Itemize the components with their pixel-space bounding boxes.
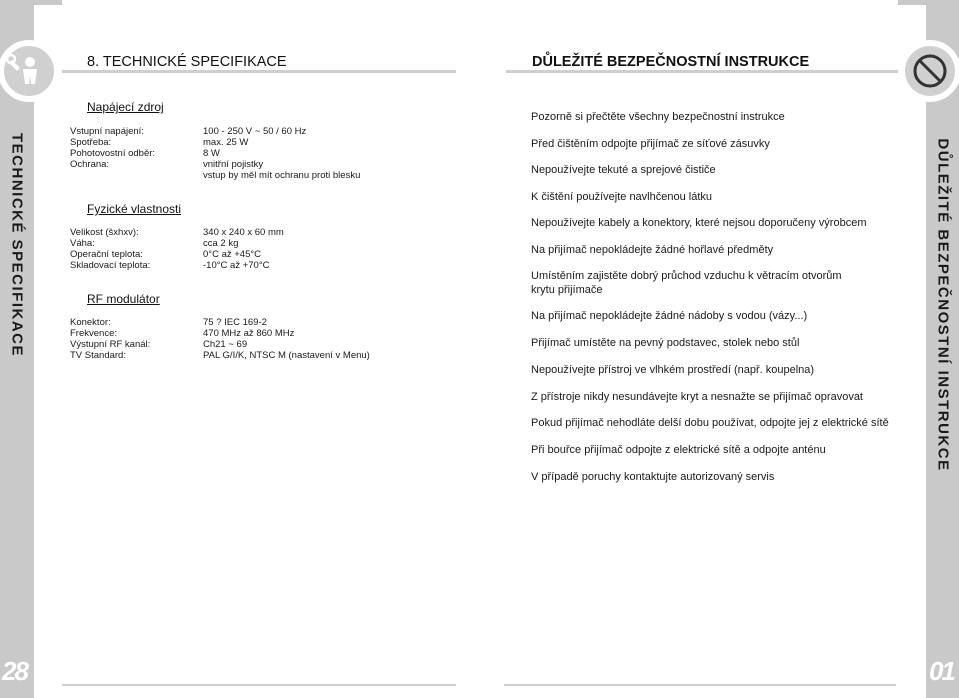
- spec-value: vnitřní pojistky: [203, 159, 264, 170]
- instruction-item: Při bouřce přijímač odpojte z elektrické sítě a odpojte anténu: [531, 444, 826, 456]
- spec-value: 8 W: [203, 148, 220, 159]
- spec-value: Ch21 ~ 69: [203, 339, 248, 350]
- instruction-item: Pozorně si přečtěte všechny bezpečnostní instrukce: [531, 111, 785, 123]
- instruction-item: Z přístroje nikdy nesundávejte kryt a nesnažte se přijímač opravovat: [531, 391, 863, 403]
- right-section-title: DŮLEŽITÉ BEZPEČNOSTNÍ INSTRUKCE: [532, 54, 810, 70]
- spec-value: PAL G/I/K, NTSC M (nastavení v Menu): [203, 350, 370, 361]
- instruction-item: K čištění používejte navlhčenou látku: [531, 191, 713, 203]
- spec-label: Konektor:: [70, 317, 111, 328]
- spec-value: 340 x 240 x 60 mm: [203, 227, 284, 238]
- page-number-left: 28: [2, 656, 27, 686]
- right-title-rule: [506, 70, 898, 73]
- spec-value: cca 2 kg: [203, 238, 239, 249]
- spec-value: vstup by měl mít ochranu proti blesku: [203, 170, 361, 181]
- spec-label: Skladovací teplota:: [70, 260, 151, 271]
- instruction-item: V případě poruchy kontaktujte autorizovaný servis: [531, 471, 775, 483]
- instruction-item: Pokud přijímač nehodláte delší dobu používat, odpojte jej z elektrické sítě: [531, 417, 889, 429]
- wrench-person-icon: [0, 40, 60, 102]
- spec-label: TV Standard:: [70, 350, 126, 361]
- spec-label: Velikost (šxhxv):: [70, 227, 139, 238]
- right-bottom-rule: [504, 684, 896, 686]
- heading-physical: Fyzické vlastnosti: [87, 202, 182, 216]
- left-side-title: TECHNICKÉ SPECIFIKACE: [8, 132, 26, 358]
- spec-value: max. 25 W: [203, 137, 249, 148]
- instruction-item: Nepoužívejte tekuté a sprejové čističe: [531, 164, 716, 176]
- instruction-item: Před čištěním odpojte přijímač ze síťové zásuvky: [531, 138, 770, 150]
- left-bottom-rule: [62, 684, 456, 686]
- heading-rf-modulator: RF modulátor: [87, 292, 160, 306]
- spec-value: -10°C až +70°C: [203, 260, 270, 271]
- right-top-bar: [898, 0, 926, 5]
- instruction-item: Na přijímač nepokládejte žádné hořlavé předměty: [531, 244, 774, 256]
- spec-value: 0°C až +45°C: [203, 249, 262, 260]
- instruction-item: Nepoužívejte přístroj ve vlhkém prostředí (např. koupelna): [531, 364, 815, 376]
- spec-value: 75 ? IEC 169-2: [203, 317, 267, 328]
- spec-label: Operační teplota:: [70, 249, 143, 260]
- spec-value: 100 - 250 V ~ 50 / 60 Hz: [203, 126, 307, 137]
- spec-label: Váha:: [70, 238, 95, 249]
- spec-label: Ochrana:: [70, 159, 110, 170]
- spec-value: 470 MHz až 860 MHz: [203, 328, 295, 339]
- instruction-item: Nepoužívejte kabely a konektory, které nejsou doporučeny výrobcem: [531, 217, 867, 229]
- spec-label: Vstupní napájení:: [70, 126, 144, 137]
- instruction-item: Přijímač umístěte na pevný podstavec, stolek nebo stůl: [531, 337, 800, 349]
- instruction-item: Umístěním zajistěte dobrý průchod vzduchu k větracím otvorům krytu přijímače: [531, 270, 842, 296]
- left-title-rule: [62, 70, 456, 73]
- spec-label: Výstupní RF kanál:: [70, 339, 151, 350]
- right-side-title: DŮLEŽITÉ BEZPEČNOSTNÍ INSTRUKCE: [934, 138, 952, 472]
- spec-label: Frekvence:: [70, 328, 117, 339]
- spec-label: Pohotovostní odběr:: [70, 148, 156, 159]
- page-number-right: 01: [929, 656, 954, 686]
- spec-label: Spotřeba:: [70, 137, 112, 148]
- prohibited-icon: [899, 40, 959, 102]
- left-top-bar: [34, 0, 62, 5]
- heading-power-supply: Napájecí zdroj: [87, 100, 164, 114]
- left-section-title: 8. TECHNICKÉ SPECIFIKACE: [87, 54, 287, 70]
- instruction-item: Na přijímač nepokládejte žádné nádoby s vodou (vázy...): [531, 310, 808, 322]
